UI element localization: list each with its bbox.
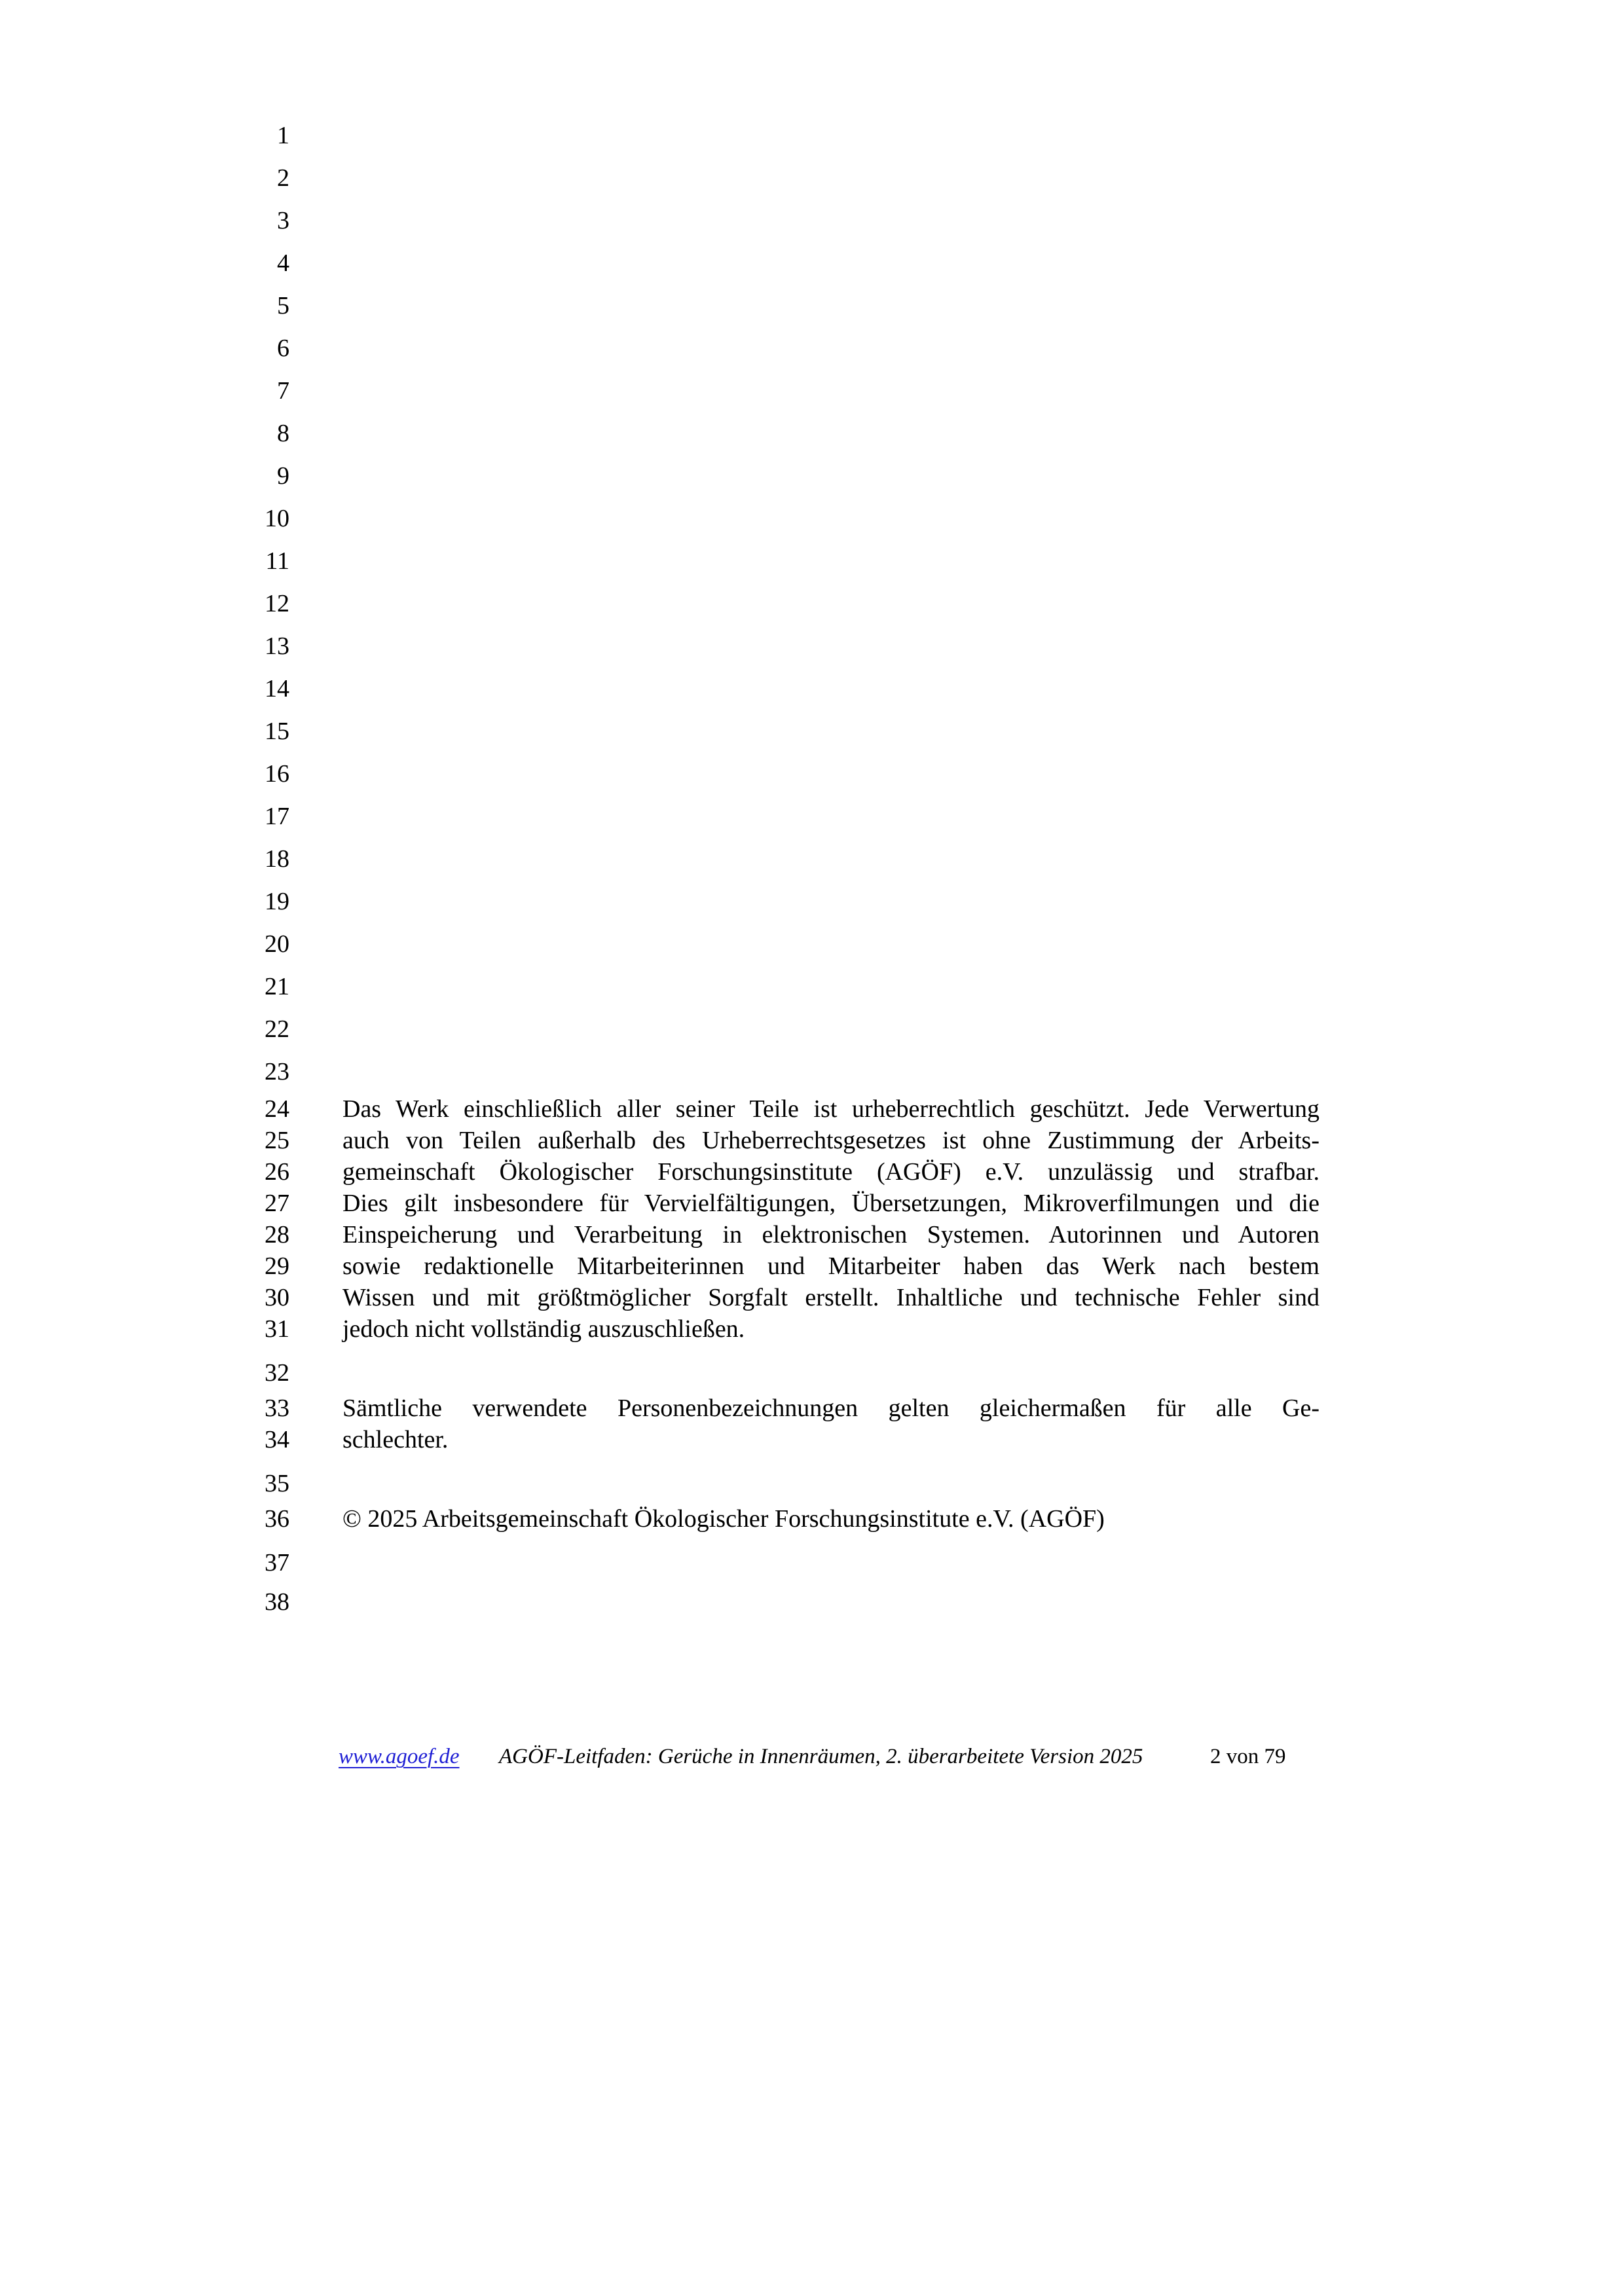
- line-row-18: [0, 838, 1624, 881]
- line-row-26: [0, 1156, 1624, 1188]
- line-row-10: [0, 498, 1624, 540]
- line-number: 8: [277, 420, 289, 447]
- line-row-19: [0, 881, 1624, 923]
- line-list: [0, 115, 1624, 1622]
- line-row-12: [0, 583, 1624, 625]
- line-number: 19: [265, 888, 289, 915]
- line-number: 10: [265, 505, 289, 532]
- line-row-35: [0, 1464, 1624, 1503]
- line-row-20: [0, 923, 1624, 966]
- line-row-15: [0, 710, 1624, 753]
- line-number: 20: [265, 930, 289, 958]
- line-number: 11: [265, 547, 289, 575]
- line-row-25: [0, 1125, 1624, 1156]
- line-number: 3: [277, 207, 289, 234]
- line-number: 4: [277, 249, 289, 277]
- line-number: 1: [277, 122, 289, 149]
- line-row-27: [0, 1188, 1624, 1219]
- line-number: 28: [265, 1221, 289, 1248]
- line-row-2: [0, 157, 1624, 200]
- line-number: 26: [265, 1158, 289, 1186]
- line-number: 9: [277, 462, 289, 490]
- line-number: 6: [277, 335, 289, 362]
- line-text: Das Werk einschließlich aller seiner Teile ist urheberrechtlich geschützt. Jede Verwertung: [342, 1095, 1320, 1123]
- line-number: 38: [265, 1588, 289, 1616]
- line-text: auch von Teilen außerhalb des Urheberrechtsgesetzes ist ohne Zustimmung der Arbeits-: [342, 1127, 1320, 1154]
- line-number: 14: [265, 675, 289, 702]
- line-row-23: [0, 1051, 1624, 1093]
- line-row-38: [0, 1582, 1624, 1622]
- line-row-3: [0, 200, 1624, 242]
- line-number: 7: [277, 377, 289, 405]
- line-row-29: [0, 1250, 1624, 1282]
- line-row-7: [0, 370, 1624, 412]
- line-row-6: [0, 327, 1624, 370]
- line-row-16: [0, 753, 1624, 795]
- line-row-11: [0, 540, 1624, 583]
- line-number: 25: [265, 1127, 289, 1154]
- line-row-36: [0, 1503, 1624, 1535]
- line-number: 16: [265, 760, 289, 788]
- line-text: Einspeicherung und Verarbeitung in elektronischen Systemen. Autorinnen und Autoren: [342, 1221, 1320, 1248]
- footer-page-indicator: 2 von 79: [1210, 1745, 1286, 1768]
- line-row-9: [0, 455, 1624, 498]
- line-number: 36: [265, 1505, 289, 1533]
- line-row-28: [0, 1219, 1624, 1250]
- line-number: 23: [265, 1058, 289, 1085]
- line-number: 31: [265, 1315, 289, 1343]
- line-row-22: [0, 1008, 1624, 1051]
- line-number: 32: [265, 1359, 289, 1387]
- line-text: Wissen und mit größtmöglicher Sorgfalt erstellt. Inhaltliche und technische Fehler sind: [342, 1284, 1320, 1311]
- line-number: 34: [265, 1426, 289, 1453]
- line-number: 2: [277, 164, 289, 192]
- line-number: 13: [265, 632, 289, 660]
- line-text: Dies gilt insbesondere für Vervielfältigungen, Übersetzungen, Mikroverfilmungen und die: [342, 1190, 1320, 1217]
- line-row-14: [0, 668, 1624, 710]
- line-text: gemeinschaft Ökologischer Forschungsinstitute (AGÖF) e.V. unzulässig und strafbar.: [342, 1158, 1320, 1186]
- line-row-13: [0, 625, 1624, 668]
- line-row-1: [0, 115, 1624, 157]
- line-row-5: [0, 285, 1624, 327]
- line-number: 22: [265, 1015, 289, 1043]
- line-number: 29: [265, 1252, 289, 1280]
- line-text: © 2025 Arbeitsgemeinschaft Ökologischer Forschungsinstitute e.V. (AGÖF): [342, 1505, 1105, 1533]
- line-number: 21: [265, 973, 289, 1000]
- footer-doc-title: AGÖF-Leitfaden: Gerüche in Innenräumen, 2. überarbeitete Version 2025: [499, 1745, 1143, 1768]
- line-row-30: [0, 1282, 1624, 1313]
- line-row-37: [0, 1543, 1624, 1582]
- line-number: 18: [265, 845, 289, 873]
- line-text: sowie redaktionelle Mitarbeiterinnen und Mitarbeiter haben das Werk nach bestem: [342, 1252, 1320, 1280]
- line-row-17: [0, 795, 1624, 838]
- line-row-4: [0, 242, 1624, 285]
- line-number: 5: [277, 292, 289, 319]
- line-row-34: [0, 1424, 1624, 1455]
- line-row-8: [0, 412, 1624, 455]
- line-row-31: [0, 1313, 1624, 1345]
- line-text: jedoch nicht vollständig auszuschließen.: [342, 1315, 745, 1343]
- line-number: 15: [265, 718, 289, 745]
- line-number: 24: [265, 1095, 289, 1123]
- line-text: Sämtliche verwendete Personenbezeichnungen gelten gleichermaßen für alle Ge-: [342, 1394, 1320, 1422]
- line-row-32: [0, 1353, 1624, 1393]
- line-number: 12: [265, 590, 289, 617]
- footer-link[interactable]: www.agoef.de: [339, 1745, 460, 1768]
- line-number: 27: [265, 1190, 289, 1217]
- line-row-24: [0, 1093, 1624, 1125]
- line-number: 37: [265, 1549, 289, 1576]
- line-row-33: [0, 1393, 1624, 1424]
- line-number: 33: [265, 1394, 289, 1422]
- line-text: schlechter.: [342, 1426, 449, 1453]
- line-row-21: [0, 966, 1624, 1008]
- line-number: 17: [265, 803, 289, 830]
- line-number: 35: [265, 1470, 289, 1497]
- line-number: 30: [265, 1284, 289, 1311]
